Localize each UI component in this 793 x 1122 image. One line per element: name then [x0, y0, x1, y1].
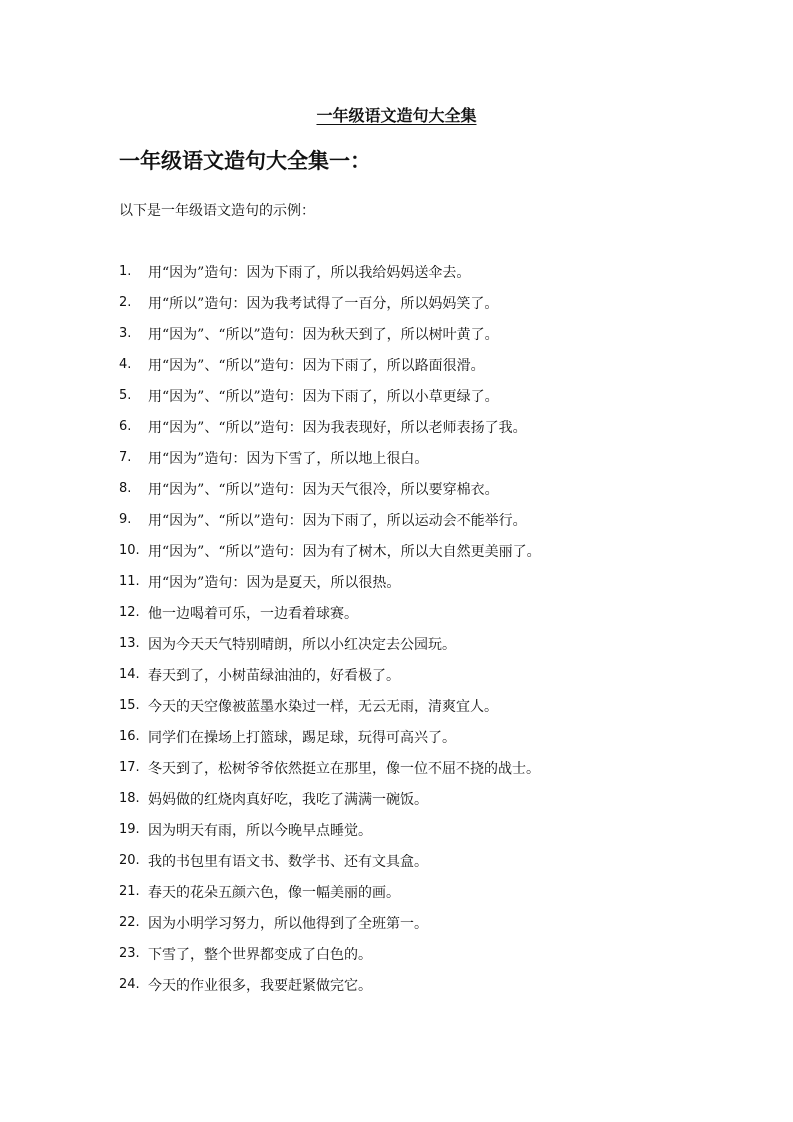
section-heading: 一年级语文造句大全集一： — [119, 148, 371, 173]
list-item-number: 20. — [119, 853, 140, 868]
list-item — [119, 907, 759, 938]
list-item-number: 24. — [119, 977, 140, 992]
list-item-text: 用“因为”、“所以”造句：因为下雨了，所以运动会不能举行。 — [148, 512, 527, 529]
list-item-text: 用“因为”造句：因为下雨了，所以我给妈妈送伞去。 — [148, 264, 471, 281]
list-item-text: 今天的作业很多，我要赶紧做完它。 — [148, 977, 372, 994]
list-item — [119, 814, 759, 845]
list-item-text: 用“因为”造句：因为下雪了，所以地上很白。 — [148, 450, 429, 467]
list-item-number: 17. — [119, 760, 140, 775]
list-item-number: 13. — [119, 636, 140, 651]
list-item — [119, 628, 759, 659]
list-item — [119, 783, 759, 814]
list-item-number: 2. — [119, 295, 132, 310]
list-item-text: 冬天到了，松树爷爷依然挺立在那里，像一位不屈不挠的战士。 — [148, 760, 540, 777]
list-item-text: 用“因为”、“所以”造句：因为下雨了，所以路面很滑。 — [148, 357, 485, 374]
list-item-number: 12. — [119, 605, 140, 620]
list-item-text: 用“因为”、“所以”造句：因为秋天到了，所以树叶黄了。 — [148, 326, 499, 343]
list-item-text: 因为今天天气特别晴朗，所以小红决定去公园玩。 — [148, 636, 456, 653]
list-item-number: 10. — [119, 543, 140, 558]
list-item-number: 6. — [119, 419, 132, 434]
list-item-text: 今天的天空像被蓝墨水染过一样，无云无雨，清爽宜人。 — [148, 698, 498, 715]
list-item-text: 因为明天有雨，所以今晚早点睡觉。 — [148, 822, 372, 839]
document-title: 一年级语文造句大全集 — [316, 106, 477, 125]
list-item — [119, 473, 759, 504]
list-item — [119, 349, 759, 380]
list-item-text: 用“因为”、“所以”造句：因为我表现好，所以老师表扬了我。 — [148, 419, 527, 436]
list-item — [119, 969, 759, 1000]
list-item — [119, 535, 759, 566]
list-item — [119, 845, 759, 876]
list-item — [119, 411, 759, 442]
list-item-number: 11. — [119, 574, 140, 589]
list-item-text: 下雪了，整个世界都变成了白色的。 — [148, 946, 372, 963]
list-item — [119, 287, 759, 318]
list-item — [119, 442, 759, 473]
list-item-text: 用“因为”、“所以”造句：因为天气很冷，所以要穿棉衣。 — [148, 481, 499, 498]
list-item — [119, 597, 759, 628]
list-item — [119, 876, 759, 907]
list-item-number: 7. — [119, 450, 132, 465]
list-item-number: 5. — [119, 388, 132, 403]
list-item — [119, 504, 759, 535]
list-item-number: 21. — [119, 884, 140, 899]
list-item-number: 8. — [119, 481, 132, 496]
list-item-text: 他一边喝着可乐，一边看着球赛。 — [148, 605, 358, 622]
list-item-number: 16. — [119, 729, 140, 744]
list-item-number: 15. — [119, 698, 140, 713]
list-item-number: 19. — [119, 822, 140, 837]
list-item-text: 用“所以”造句：因为我考试得了一百分，所以妈妈笑了。 — [148, 295, 499, 312]
list-item-text: 我的书包里有语文书、数学书、还有文具盒。 — [148, 853, 428, 870]
list-item — [119, 566, 759, 597]
list-item-number: 4. — [119, 357, 132, 372]
list-item — [119, 938, 759, 969]
list-item-text: 用“因为”、“所以”造句：因为下雨了，所以小草更绿了。 — [148, 388, 499, 405]
list-item — [119, 752, 759, 783]
list-item-text: 同学们在操场上打篮球，踢足球，玩得可高兴了。 — [148, 729, 456, 746]
list-item-text: 用“因为”造句：因为是夏天，所以很热。 — [148, 574, 401, 591]
intro-paragraph: 以下是一年级语文造句的示例： — [119, 203, 315, 219]
list-item — [119, 256, 759, 287]
list-item-number: 23. — [119, 946, 140, 961]
list-item — [119, 318, 759, 349]
list-item — [119, 690, 759, 721]
sentence-list — [119, 256, 759, 1000]
list-item-text: 春天的花朵五颜六色，像一幅美丽的画。 — [148, 884, 400, 901]
list-item-number: 18. — [119, 791, 140, 806]
list-item — [119, 659, 759, 690]
list-item-number: 14. — [119, 667, 140, 682]
list-item — [119, 721, 759, 752]
list-item-text: 妈妈做的红烧肉真好吃，我吃了满满一碗饭。 — [148, 791, 428, 808]
list-item-text: 用“因为”、“所以”造句：因为有了树木，所以大自然更美丽了。 — [148, 543, 541, 560]
list-item — [119, 380, 759, 411]
list-item-text: 春天到了，小树苗绿油油的，好看极了。 — [148, 667, 400, 684]
list-item-number: 9. — [119, 512, 132, 527]
list-item-number: 3. — [119, 326, 132, 341]
list-item-number: 1. — [119, 264, 132, 279]
list-item-text: 因为小明学习努力，所以他得到了全班第一。 — [148, 915, 428, 932]
list-item-number: 22. — [119, 915, 140, 930]
